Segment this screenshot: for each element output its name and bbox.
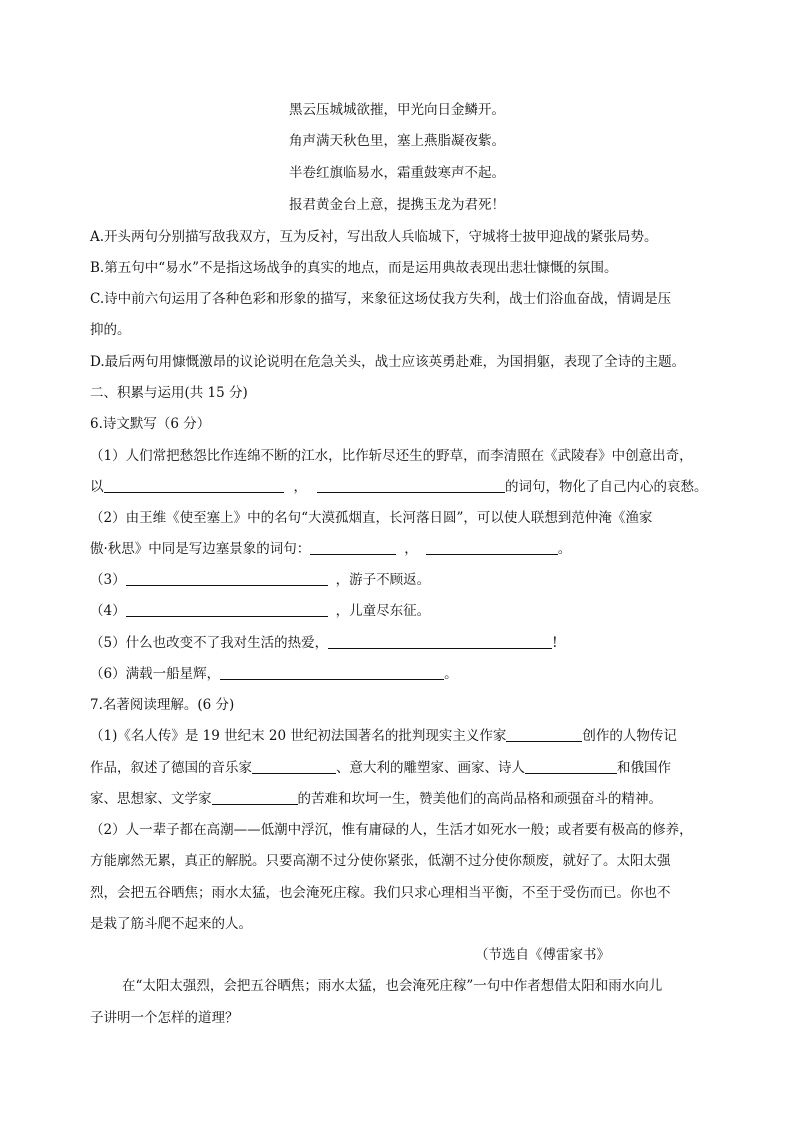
q6-part1-line2 xyxy=(90,477,710,497)
q6-part1-mid: ， xyxy=(293,479,307,495)
answer-blank[interactable] xyxy=(310,540,396,555)
poem-line-2: 角声满天秋色里，塞上燕脂凝夜紫。 xyxy=(289,133,505,149)
q6-title: 6.诗文默写（6 分） xyxy=(90,416,211,432)
answer-blank[interactable] xyxy=(104,478,284,493)
answer-blank[interactable] xyxy=(212,790,298,805)
q6-part3-suffix: ，游子不顾返。 xyxy=(335,572,431,588)
q7-part1-l3-text: 家、思想家、文学家 xyxy=(90,791,212,807)
poem-line-3: 半卷红旗临易水，霜重鼓寒声不起。 xyxy=(289,165,505,181)
answer-blank[interactable] xyxy=(426,540,558,555)
q7-part1-l1-text: （1)《名人传》是 19 世纪末 20 世纪初法国著名的批判现实主义作家 xyxy=(90,728,507,744)
answer-blank[interactable] xyxy=(126,602,328,617)
q7-part1-line2 xyxy=(90,758,710,778)
q6-part2-line1: （2）由王维《使至塞上》中的名句“大漠孤烟直，长河落日圆”，可以使人联想到范仲淹《渔家 xyxy=(90,510,653,526)
q6-part2-line2 xyxy=(90,539,710,559)
q6-part3-prefix: （3） xyxy=(90,572,126,588)
q6-part5 xyxy=(90,633,710,653)
q7-part2-line2: 方能廓然无累，真正的解脱。只要高潮不过分使你紧张，低潮不过分使你颓废，就好了。太阳太强 xyxy=(90,853,671,869)
answer-blank[interactable] xyxy=(317,478,505,493)
poem-line-4: 报君黄金台上意，提携玉龙为君死！ xyxy=(289,197,505,213)
q7-source: （节选自《傅雷家书》 xyxy=(475,947,610,963)
q7-part2-line1: （2）人一辈子都在高潮——低潮中浮沉，惟有庸碌的人，生活才如死水一般；或者要有极高的修养， xyxy=(90,822,693,838)
poem-line-1: 黑云压城城欲摧，甲光向日金鳞开。 xyxy=(289,102,505,118)
q6-part1-line1: （1）人们常把愁怨比作连绵不断的江水，比作斩尽还生的野草，而李清照在《武陵春》中创意出奇， xyxy=(90,448,693,464)
answer-blank[interactable] xyxy=(252,759,336,774)
answer-blank[interactable] xyxy=(506,727,582,742)
option-b: B.第五句中“易水”不是指这场战争的真实的地点，而是运用典故表现出悲壮慷慨的氛围。 xyxy=(90,260,618,276)
q6-part4 xyxy=(90,601,710,621)
q7-part1-l3-suffix: 的苦难和坎坷一生，赞美他们的高尚品格和顽强奋斗的精神。 xyxy=(297,791,662,807)
q6-part5-suffix: ! xyxy=(552,635,558,651)
q7-part1-line1 xyxy=(90,726,710,746)
q6-part2-mid: ， xyxy=(404,541,418,557)
q7-question-line1: 在“太阳太强烈，会把五谷晒焦；雨水太猛，也会淹死庄稼”一句中作者想借太阳和雨水向儿 xyxy=(122,978,663,994)
q7-part1-l2-text: 作品，叙述了德国的音乐家 xyxy=(90,760,252,776)
section-title: 二、积累与运用(共 15 分) xyxy=(90,385,248,401)
q7-part1-l2-suffix: 和俄国作 xyxy=(617,760,671,776)
answer-blank[interactable] xyxy=(328,634,552,649)
q6-part6-prefix: （6）满载一船星辉， xyxy=(90,666,221,682)
q7-part1-l2-mid: 、意大利的雕塑家、画家、诗人 xyxy=(336,760,525,776)
q6-part1-prefix: 以 xyxy=(90,479,104,495)
q7-question-line2: 子讲明一个怎样的道理？ xyxy=(90,1010,239,1026)
q6-part5-prefix: （5）什么也改变不了我对生活的热爱， xyxy=(90,635,329,651)
q6-part4-suffix: ，儿童尽东征。 xyxy=(335,603,431,619)
q6-part3 xyxy=(90,570,710,590)
q7-part2-line3: 烈，会把五谷晒焦；雨水太猛，也会淹死庄稼。我们只求心理相当平衡，不至于受伤而已。你也不 xyxy=(90,885,671,901)
option-c-line-2: 抑的。 xyxy=(90,322,131,338)
q6-part4-prefix: （4） xyxy=(90,603,126,619)
q6-part6 xyxy=(90,664,710,684)
option-d: D.最后两句用慷慨激昂的议论说明在危急关头，战士应该英勇赴难，为国捐躯，表现了全诗的主题。 xyxy=(90,354,686,370)
q7-part2-line4: 是栽了筋斗爬不起来的人。 xyxy=(90,916,252,932)
q6-part2-prefix: 傲·秋思》中同是写边塞景象的词句： xyxy=(90,541,311,557)
option-a: A.开头两句分别描写敌我双方，互为反衬，写出敌人兵临城下，守城将士披甲迎战的紧张局势。 xyxy=(90,229,658,245)
option-c-line-1: C.诗中前六句运用了各种色彩和形象的描写，来象征这场仗我方失利，战士们浴血奋战，情调是压 xyxy=(90,291,672,307)
answer-blank[interactable] xyxy=(525,759,617,774)
q6-part2-suffix: 。 xyxy=(557,541,572,557)
q6-part1-suffix: 的词句，物化了自己内心的哀愁。 xyxy=(505,479,708,495)
q6-part6-suffix: 。 xyxy=(444,666,458,682)
q7-part1-line3 xyxy=(90,789,710,809)
answer-blank[interactable] xyxy=(220,665,444,680)
q7-title: 7.名著阅读理解。(6 分) xyxy=(90,697,235,713)
answer-blank[interactable] xyxy=(126,571,328,586)
q7-part1-l1-suffix: 创作的人物传记 xyxy=(582,728,677,744)
